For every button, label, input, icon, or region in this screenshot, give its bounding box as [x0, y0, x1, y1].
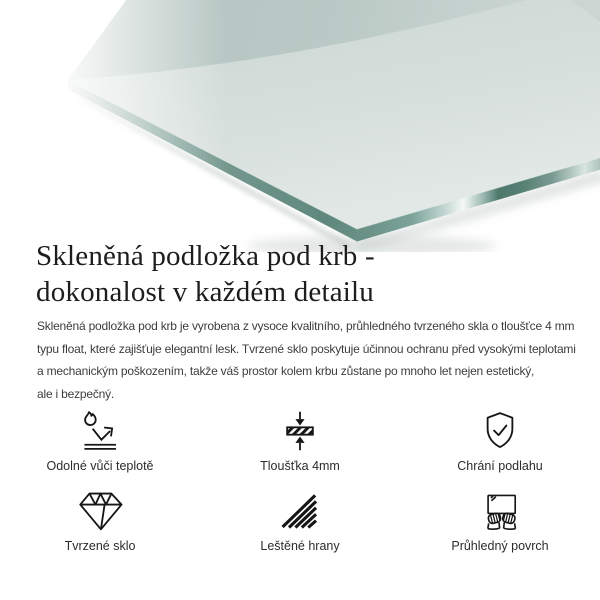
- feature-label: Odolné vůči teplotě: [46, 459, 154, 473]
- page-title: [0, 238, 600, 310]
- feature-label: Tloušťka 4mm: [260, 459, 340, 473]
- feature-polished-edges: [200, 489, 400, 553]
- intro-line: Skleněná podložka pod krb je vyrobena z vysoce kvalitního, průhledného tvrzeného skla o tloušťce 4 mm: [37, 319, 575, 333]
- hands-holding-glass-icon: [477, 489, 523, 533]
- shield-check-icon: [477, 409, 523, 453]
- feature-label: Chrání podlahu: [457, 459, 543, 473]
- feature-label: Leštěné hrany: [260, 539, 340, 553]
- feature-grid: [0, 409, 600, 553]
- intro-paragraph: [0, 315, 600, 405]
- feature-tempered-glass: [0, 489, 200, 553]
- intro-line: typu float, které zajišťuje elegantní lesk. Tvrzené sklo poskytuje účinnou ochranu před vysokými teplotami: [37, 341, 576, 356]
- feature-floor-protection: [400, 409, 600, 473]
- glass-sheet-photo: [0, 0, 600, 252]
- feature-thickness: [200, 409, 400, 473]
- feature-transparent-surface: [400, 489, 600, 553]
- feature-label: Tvrzené sklo: [64, 539, 136, 553]
- feature-heat-resistant: [0, 409, 200, 473]
- feature-label: Průhledný povrch: [451, 539, 549, 553]
- intro-line: a mechanickým poškozením, takže váš prostor kolem krbu zůstane po mnoho let nejen estetický,: [37, 364, 535, 378]
- polished-edges-icon: [277, 489, 323, 533]
- diamond-icon: [77, 489, 123, 533]
- heat-resistant-icon: [77, 409, 123, 453]
- page-title-line2: dokonalost v každém detailu: [36, 276, 375, 308]
- thickness-4mm-icon: [277, 409, 323, 453]
- intro-line: ale i bezpečný.: [37, 386, 115, 401]
- page-title-line1: Skleněná podložka pod krb -: [36, 240, 375, 272]
- hero-section: [0, 0, 600, 238]
